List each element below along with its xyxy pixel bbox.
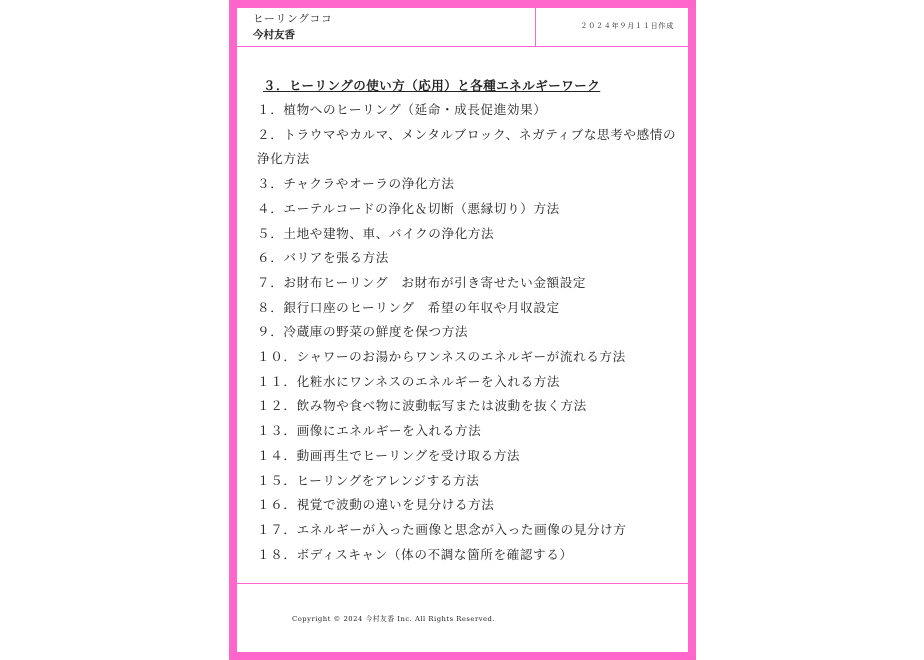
header-divider <box>535 8 536 46</box>
list-item: ２．トラウマやカルマ、メンタルブロック、ネガティブな思考や感情の浄化方法 <box>257 126 677 167</box>
page-frame <box>229 0 696 660</box>
list-item: １．植物へのヒーリング（延命・成長促進効果） <box>257 102 547 117</box>
list-item: ４．エーテルコードの浄化＆切断（悪縁切り）方法 <box>257 200 560 216</box>
copyright-notice: Copyright © 2024 今村友香 Inc. All Rights Reserved. <box>292 615 496 623</box>
list-item: １３．画像にエネルギーを入れる方法 <box>257 423 482 439</box>
item-list <box>257 98 677 567</box>
list-item: １５．ヒーリングをアレンジする方法 <box>257 472 480 488</box>
list-item: １０．シャワーのお湯からワンネスのエネルギーが流れる方法 <box>257 349 626 365</box>
list-item: １４．動画再生でヒーリングを受け取る方法 <box>257 447 521 463</box>
list-item: ６．バリアを張る方法 <box>257 250 389 266</box>
main-content <box>257 78 677 567</box>
list-item: １７．エネルギーが入った画像と思念が入った画像の見分け方 <box>257 521 627 537</box>
list-item: １８．ボディスキャン（体の不調な箇所を確認する） <box>257 546 573 562</box>
list-item: １６．視覚で波動の違いを見分ける方法 <box>257 497 495 513</box>
footer-divider <box>237 583 688 584</box>
document-page <box>237 8 688 652</box>
list-item: １２．飲み物や食べ物に波動転写または波動を抜く方法 <box>257 398 587 414</box>
brand-name: ヒーリングココ <box>253 13 333 25</box>
list-item: ９．冷蔵庫の野菜の鮮度を保つ方法 <box>257 324 469 340</box>
list-item: ３．チャクラやオーラの浄化方法 <box>257 176 455 192</box>
author-name: 今村友香 <box>253 29 295 41</box>
creation-date: ２０２４年９月１１日作成 <box>580 22 674 30</box>
page-header <box>237 8 688 47</box>
list-item: １１．化粧水にワンネスのエネルギーを入れる方法 <box>257 373 561 389</box>
list-item: ７．お財布ヒーリング お財布が引き寄せたい金額設定 <box>257 274 587 290</box>
list-item: ５．土地や建物、車、バイクの浄化方法 <box>257 225 495 241</box>
section-title: ３．ヒーリングの使い方（応用）と各種エネルギーワーク <box>263 78 601 93</box>
list-item: ８．銀行口座のヒーリング 希望の年収や月収設定 <box>257 299 560 315</box>
